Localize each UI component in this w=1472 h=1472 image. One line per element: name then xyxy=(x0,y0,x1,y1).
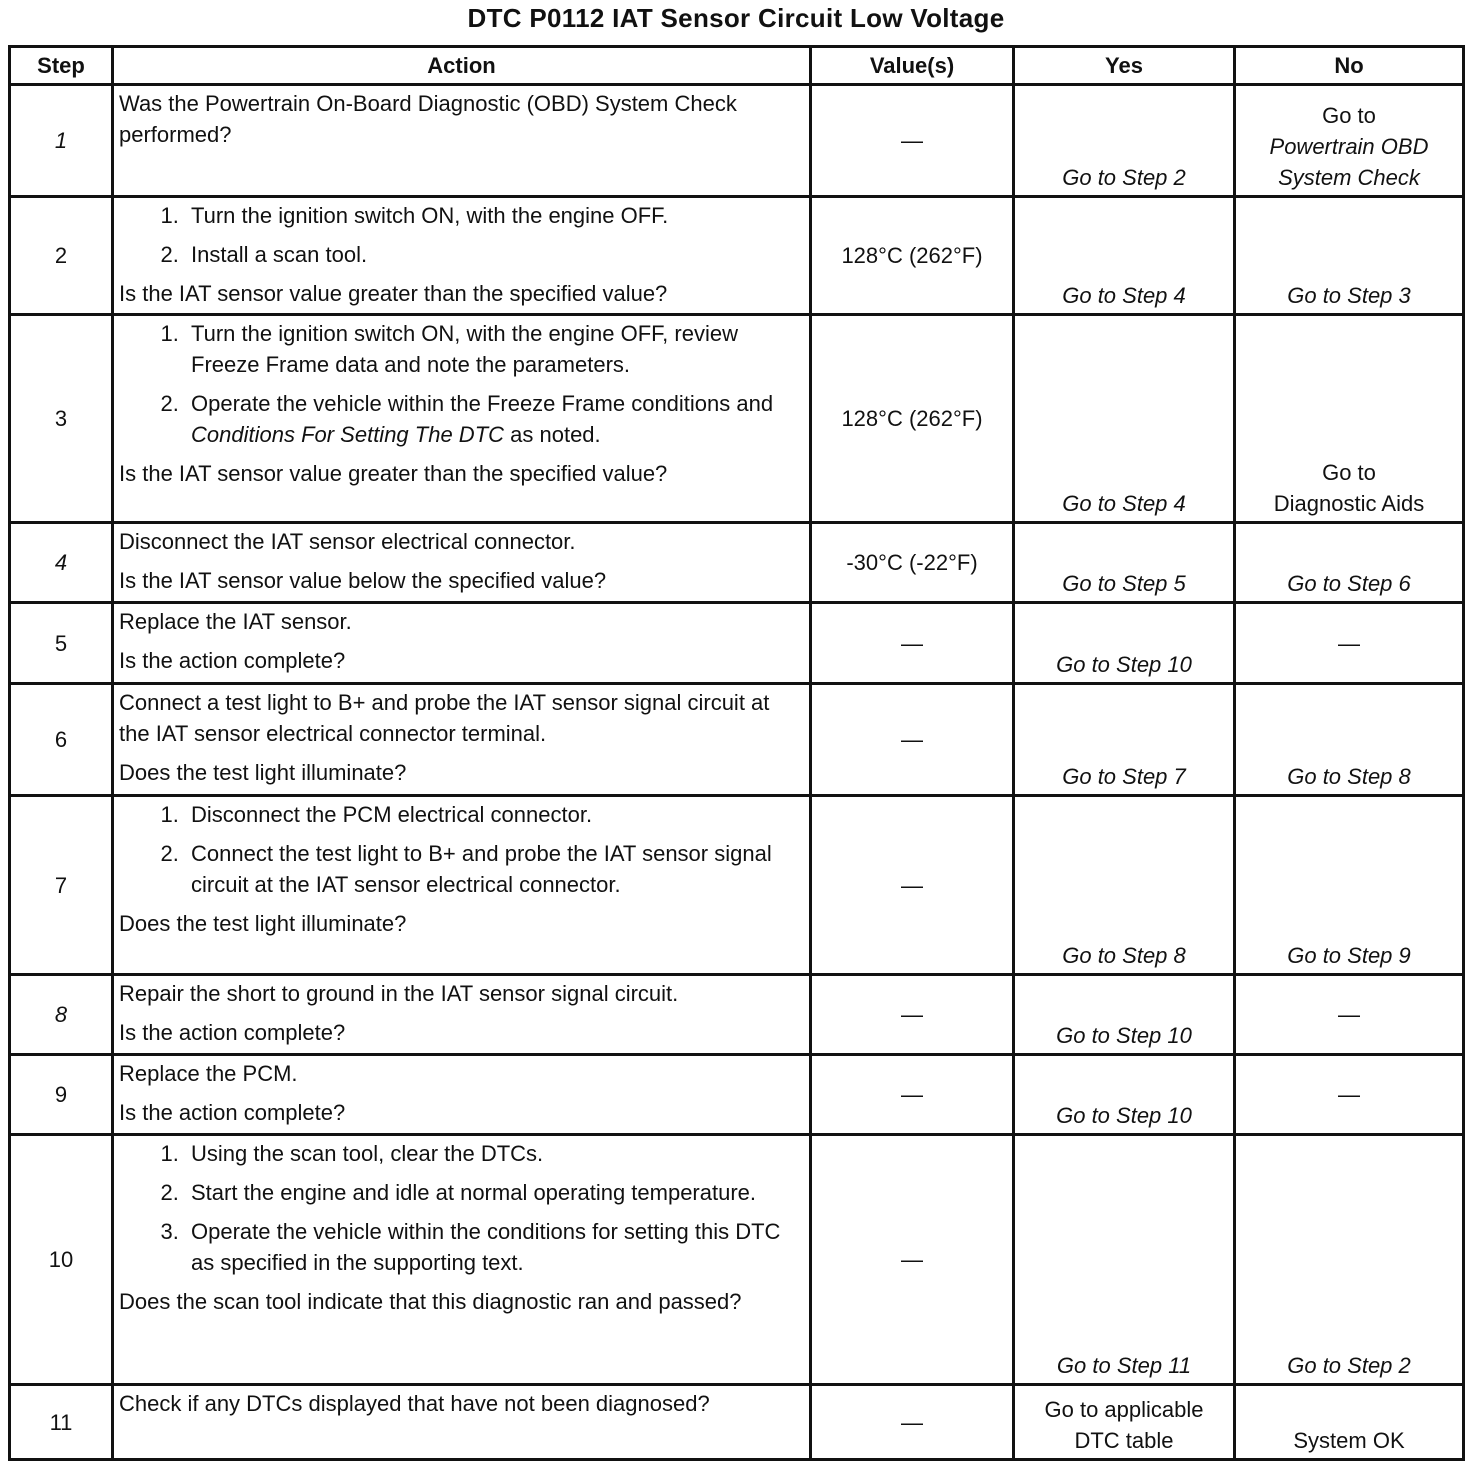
action-cell xyxy=(113,684,811,796)
action-item: 2. Install a scan tool. xyxy=(185,239,804,270)
action-cell xyxy=(113,523,811,603)
action-cell xyxy=(113,1055,811,1135)
no-cell xyxy=(1235,85,1464,197)
action-item-text: as noted. xyxy=(504,422,601,447)
table-row xyxy=(10,684,1464,796)
no-cell: Go to Step 8 xyxy=(1235,684,1464,796)
yes-cell: Go to Step 10 xyxy=(1014,975,1235,1055)
yes-cell: Go to Step 8 xyxy=(1014,796,1235,975)
table-row xyxy=(10,975,1464,1055)
value-cell: — xyxy=(811,796,1014,975)
no-line: Go to xyxy=(1322,460,1376,485)
page-title: DTC P0112 IAT Sensor Circuit Low Voltage xyxy=(467,3,1005,33)
step-number: 6 xyxy=(10,684,113,796)
header-value: Value(s) xyxy=(811,47,1014,85)
value-cell: — xyxy=(811,1385,1014,1460)
table-row xyxy=(10,523,1464,603)
action-question: Is the action complete? xyxy=(119,1020,346,1045)
step-number: 10 xyxy=(10,1135,113,1385)
action-text: Replace the IAT sensor. xyxy=(119,609,352,634)
no-line: Go to xyxy=(1322,103,1376,128)
action-item: 1. Disconnect the PCM electrical connector. xyxy=(185,799,804,830)
yes-cell: Go to Step 10 xyxy=(1014,1055,1235,1135)
yes-cell: Go to Step 7 xyxy=(1014,684,1235,796)
table-row xyxy=(10,197,1464,315)
action-item: 3. Operate the vehicle within the conditions for setting this DTC as specified in the supporting text. xyxy=(185,1216,804,1278)
yes-line: DTC table xyxy=(1074,1428,1174,1453)
action-item: 2. Connect the test light to B+ and probe the IAT sensor signal circuit at the IAT sensor electrical connector. xyxy=(185,838,804,900)
table-row xyxy=(10,1055,1464,1135)
step-number: 3 xyxy=(10,315,113,523)
action-cell xyxy=(113,315,811,523)
step-number: 8 xyxy=(10,975,113,1055)
conditions-reference: Conditions For Setting The DTC xyxy=(191,422,505,447)
action-question: Is the IAT sensor value greater than the specified value? xyxy=(119,461,668,486)
value-cell: — xyxy=(811,1055,1014,1135)
action-text: Disconnect the IAT sensor electrical connector. xyxy=(119,529,576,554)
value-cell: 128°C (262°F) xyxy=(811,315,1014,523)
header-action: Action xyxy=(113,47,811,85)
header-yes: Yes xyxy=(1014,47,1235,85)
action-item xyxy=(185,388,804,450)
table-row xyxy=(10,1135,1464,1385)
value-cell: -30°C (-22°F) xyxy=(811,523,1014,603)
table-row xyxy=(10,315,1464,523)
action-text: Check if any DTCs displayed that have not been diagnosed? xyxy=(119,1391,710,1416)
action-question: Is the action complete? xyxy=(119,1100,346,1125)
no-cell: — xyxy=(1235,603,1464,684)
table-row xyxy=(10,85,1464,197)
yes-cell: Go to Step 2 xyxy=(1014,85,1235,197)
yes-line: Go to applicable xyxy=(1044,1397,1204,1422)
no-cell: — xyxy=(1235,975,1464,1055)
value-cell: — xyxy=(811,85,1014,197)
yes-cell: Go to Step 4 xyxy=(1014,315,1235,523)
no-cell: Go to Step 3 xyxy=(1235,197,1464,315)
header-row xyxy=(10,47,1464,85)
step-number: 5 xyxy=(10,603,113,684)
action-cell xyxy=(113,197,811,315)
action-item: 2. Start the engine and idle at normal operating temperature. xyxy=(185,1177,804,1208)
action-cell xyxy=(113,975,811,1055)
step-number: 9 xyxy=(10,1055,113,1135)
no-cell: Go to Step 6 xyxy=(1235,523,1464,603)
table-row xyxy=(10,796,1464,975)
action-question: Is the action complete? xyxy=(119,648,346,673)
no-cell: Go to Step 2 xyxy=(1235,1135,1464,1385)
action-text: Was the Powertrain On-Board Diagnostic (OBD) System Check performed? xyxy=(119,91,737,147)
action-item: 1. Turn the ignition switch ON, with the engine OFF, review Freeze Frame data and note the parameters. xyxy=(185,318,804,380)
action-cell xyxy=(113,1385,811,1460)
no-cell: System OK xyxy=(1235,1385,1464,1460)
action-cell xyxy=(113,85,811,197)
yes-cell: Go to Step 5 xyxy=(1014,523,1235,603)
action-item-text: Operate the vehicle within the Freeze Frame conditions and xyxy=(191,391,774,416)
yes-cell: Go to Step 4 xyxy=(1014,197,1235,315)
step-number: 1 xyxy=(10,85,113,197)
value-cell: — xyxy=(811,684,1014,796)
diagnostic-table xyxy=(8,45,1465,1461)
action-text: Repair the short to ground in the IAT sensor signal circuit. xyxy=(119,981,679,1006)
action-question: Does the scan tool indicate that this diagnostic ran and passed? xyxy=(119,1289,742,1314)
no-cell: — xyxy=(1235,1055,1464,1135)
action-question: Is the IAT sensor value greater than the specified value? xyxy=(119,281,668,306)
value-cell: 128°C (262°F) xyxy=(811,197,1014,315)
yes-cell: Go to Step 10 xyxy=(1014,603,1235,684)
no-cell: Go to Step 9 xyxy=(1235,796,1464,975)
no-reference: Diagnostic Aids xyxy=(1273,491,1425,516)
value-cell: — xyxy=(811,1135,1014,1385)
action-question: Does the test light illuminate? xyxy=(119,760,407,785)
action-text: Replace the PCM. xyxy=(119,1061,298,1086)
action-cell xyxy=(113,1135,811,1385)
step-number: 4 xyxy=(10,523,113,603)
step-number: 11 xyxy=(10,1385,113,1460)
action-text: Connect a test light to B+ and probe the IAT sensor signal circuit at the IAT sensor electrical connector terminal. xyxy=(119,690,770,746)
action-question: Does the test light illuminate? xyxy=(119,911,407,936)
no-reference: Powertrain OBD System Check xyxy=(1269,134,1429,190)
yes-cell xyxy=(1014,1385,1235,1460)
header-no: No xyxy=(1235,47,1464,85)
action-cell xyxy=(113,603,811,684)
table-row xyxy=(10,603,1464,684)
action-question: Is the IAT sensor value below the specified value? xyxy=(119,568,607,593)
action-item: 1. Using the scan tool, clear the DTCs. xyxy=(185,1138,804,1169)
table-row xyxy=(10,1385,1464,1460)
action-cell xyxy=(113,796,811,975)
value-cell: — xyxy=(811,603,1014,684)
step-number: 7 xyxy=(10,796,113,975)
step-number: 2 xyxy=(10,197,113,315)
header-step: Step xyxy=(10,47,113,85)
value-cell: — xyxy=(811,975,1014,1055)
action-item: 1. Turn the ignition switch ON, with the engine OFF. xyxy=(185,200,804,231)
yes-cell: Go to Step 11 xyxy=(1014,1135,1235,1385)
no-cell xyxy=(1235,315,1464,523)
